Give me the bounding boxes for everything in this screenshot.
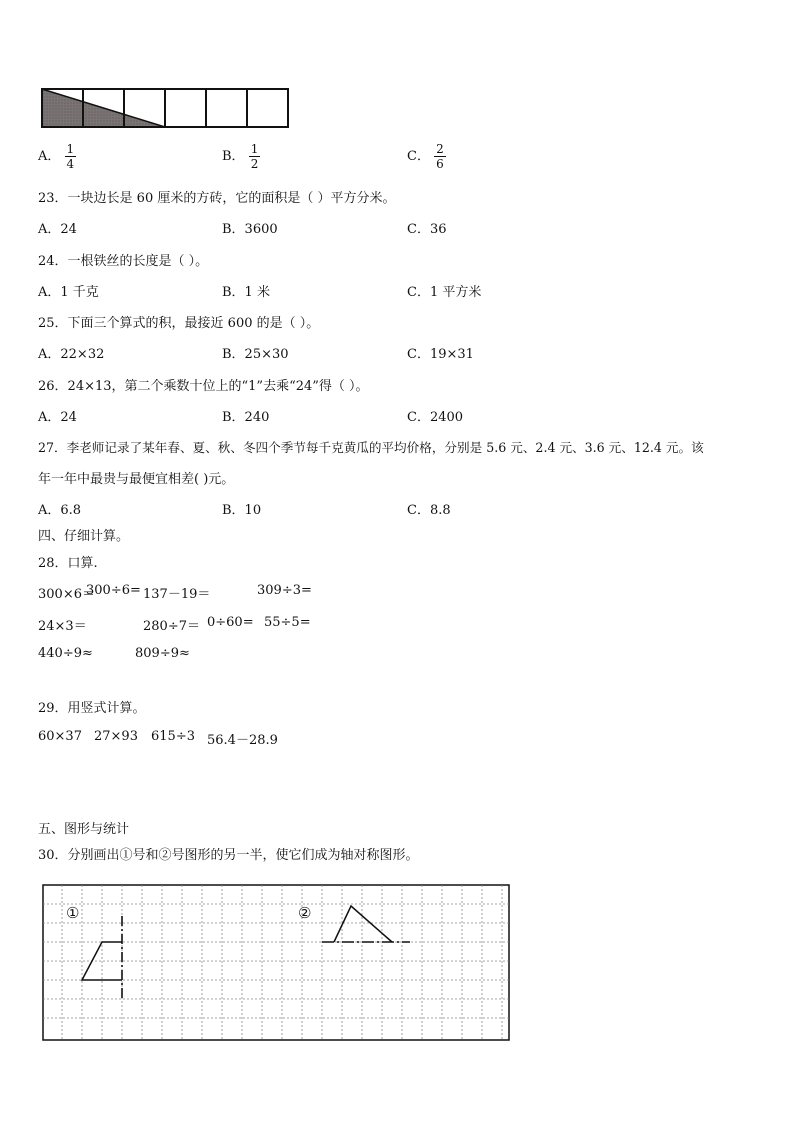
shape1-label: ① [66, 904, 80, 922]
q22-option-b-fraction [249, 142, 261, 171]
q25-option-c[interactable]: C．19×31 [407, 347, 474, 362]
q24-option-a[interactable]: A．1 千克 [38, 285, 99, 300]
q28-r2-c3: 0÷60= [207, 615, 254, 630]
q22-option-b-num: 1 [250, 142, 259, 156]
q30-text: 30．分别画出①号和②号图形的另一半，使它们成为轴对称图形。 [38, 848, 419, 863]
q28-r2-c2: 280÷7＝ [143, 619, 200, 634]
q27-option-b[interactable]: B．10 [222, 503, 262, 518]
q24-text: 24．一根铁丝的长度是（ ）。 [38, 254, 209, 269]
section5-title: 五、图形与统计 [38, 822, 130, 837]
shape2-label: ② [298, 904, 312, 922]
q28-r1-c3: 137－19＝ [143, 587, 211, 602]
q22-option-c-num: 2 [436, 142, 444, 156]
q29-item-2: 27×93 [94, 729, 138, 744]
q28-r3-c1: 440÷9≈ [38, 646, 93, 661]
q23-option-a[interactable]: A．24 [38, 222, 77, 237]
q26-option-c[interactable]: C．2400 [407, 410, 464, 425]
q28-r1-c4: 309÷3= [257, 583, 312, 598]
q29-item-4: 56.4－28.9 [207, 733, 278, 748]
q27-option-a[interactable]: A．6.8 [38, 503, 82, 518]
q28-r2-c1: 24×3＝ [38, 619, 87, 634]
grid-border [43, 885, 509, 1040]
q22-option-a-label: A． [38, 149, 61, 164]
q23-option-c[interactable]: C．36 [407, 222, 447, 237]
q23-option-b[interactable]: B．3600 [222, 222, 278, 237]
q28-r1-c1: 300×6＝ [38, 587, 95, 602]
q28-r3-c2: 809÷9≈ [135, 646, 190, 661]
shape2-half [334, 906, 392, 942]
q22-option-c-den: 6 [436, 157, 444, 171]
q28-r1-c2: 300÷6= [86, 583, 141, 598]
q24-option-c[interactable]: C．1 平方米 [407, 285, 482, 300]
q27-option-c[interactable]: C．8.8 [407, 503, 451, 518]
fraction-strip-figure [40, 87, 292, 129]
q27-line2: 年一年中最贵与最便宜相差( )元。 [38, 472, 235, 487]
q22-option-a[interactable] [38, 142, 76, 171]
q28-title: 28．口算. [38, 556, 98, 571]
q24-option-b[interactable]: B．1 米 [222, 285, 270, 300]
q25-option-b[interactable]: B．25×30 [222, 347, 289, 362]
q22-option-b-den: 2 [250, 157, 259, 171]
q29-item-1: 60×37 [38, 729, 82, 744]
q22-option-a-fraction [65, 142, 77, 171]
q26-option-b[interactable]: B．240 [222, 410, 270, 425]
grid-lines [43, 885, 509, 1040]
q27-line1: 27．李老师记录了某年春、夏、秋、冬四个季节每千克黄瓜的平均价格，分别是 5.6 元、2.4 元、3.6 元、12.4 元。该 [38, 440, 704, 455]
q22-option-b-label: B． [222, 149, 245, 164]
q25-text: 25．下面三个算式的积，最接近 600 的是（ ）。 [38, 316, 320, 331]
q29-item-3: 615÷3 [151, 729, 195, 744]
q22-option-a-den: 4 [66, 157, 75, 171]
q22-option-b[interactable] [222, 142, 260, 171]
q22-option-a-num: 1 [66, 142, 75, 156]
q22-option-c[interactable] [407, 142, 446, 171]
q28-r2-c4: 55÷5= [264, 615, 311, 630]
q26-option-a[interactable]: A．24 [38, 410, 77, 425]
section4-title: 四、仔细计算。 [38, 529, 130, 544]
q25-option-a[interactable]: A．22×32 [38, 347, 105, 362]
q22-option-c-label: C． [407, 149, 430, 164]
q29-title: 29．用竖式计算。 [38, 701, 146, 716]
symmetry-grid-figure [42, 884, 512, 1042]
q23-text: 23．一块边长是 60 厘米的方砖，它的面积是（ ）平方分米。 [38, 191, 396, 206]
q22-option-c-fraction [434, 142, 446, 171]
q26-text: 26．24×13，第二个乘数十位上的“1”去乘“24”得（ ）。 [38, 379, 369, 394]
